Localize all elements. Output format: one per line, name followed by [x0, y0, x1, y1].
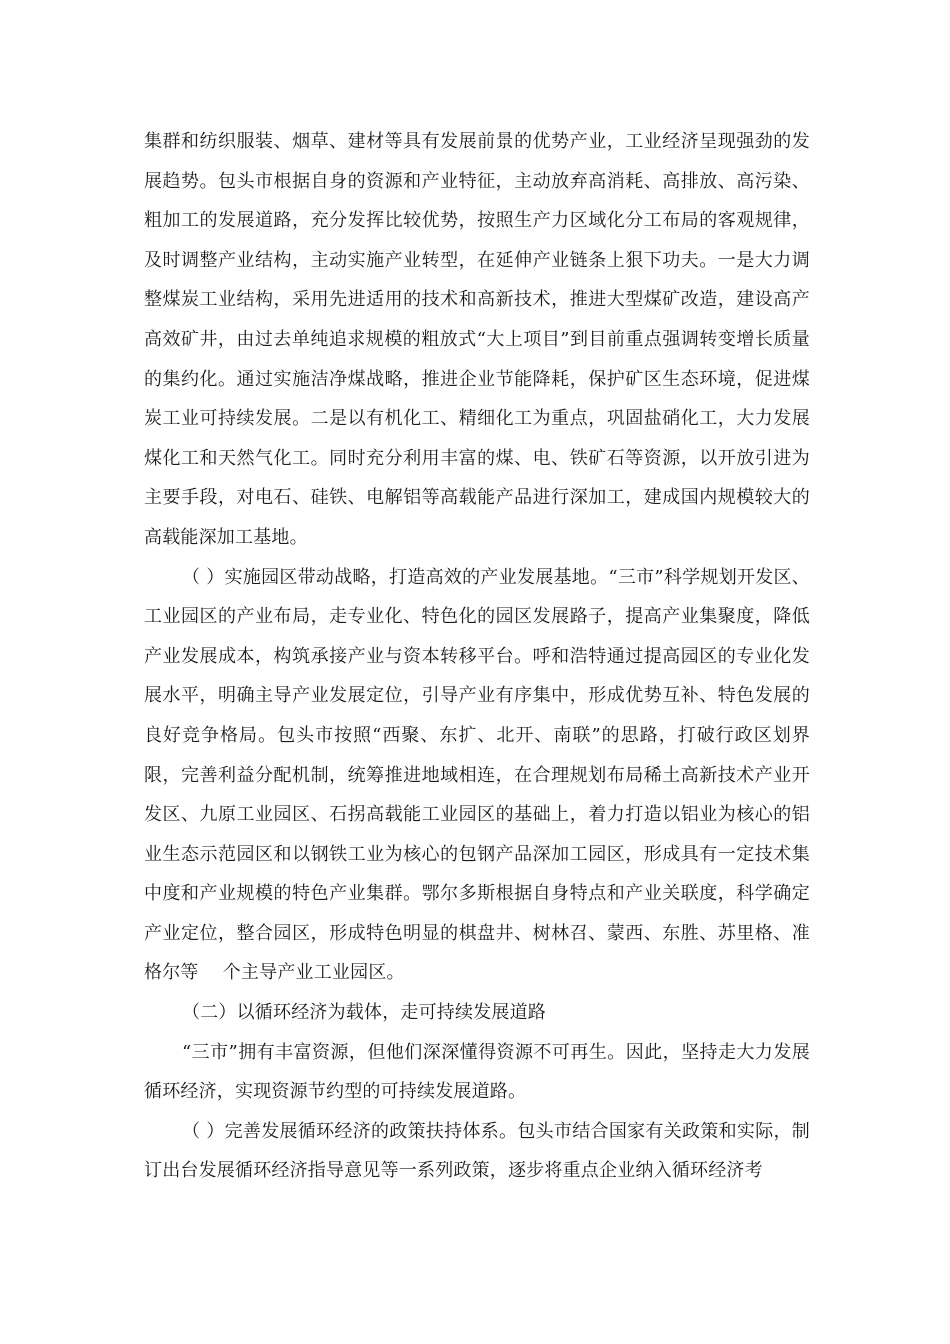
paragraph-policy-support: （ ）完善发展循环经济的政策扶持体系。包头市结合国家有关政策和实际，制订出台发展循环经济指导意见等一系列政策，逐步将重点企业纳入循环经济考 — [144, 1120, 810, 1182]
paragraph-industry-transformation: 集群和纺织服装、烟草、建材等具有发展前景的优势产业，工业经济呈现强劲的发展趋势。包头市根据自身的资源和产业特征，主动放弃高消耗、高排放、高污染、粗加工的发展道路，充分发挥比较优势，按照生产力区域化分工布局的客观规律，及时调整产业结构，主动实施产业转型，在延伸产业链条上狠下功夫。一是大力调整煤炭工业结构，采用先进适用的技术和高新技术，推进大型煤矿改造，建设高产高效矿井，由过去单纯追求规模的粗放式“大上项目”到目前重点强调转变增长质量的集约化。通过实施洁净煤战略，推进企业节能降耗，保护矿区生态环境，促进煤炭工业可持续发展。二是以有机化工、精细化工为重点，巩固盐硝化工，大力发展煤化工和天然气化工。同时充分利用丰富的煤、电、铁矿石等资源，以开放引进为主要手段，对电石、硅铁、电解铝等高载能产品进行深加工，建成国内规模较大的高载能深加工基地。 — [144, 131, 810, 548]
document-body — [144, 122, 810, 1191]
paragraph-industrial-parks: （ ）实施园区带动战略，打造高效的产业发展基地。“三市”科学规划开发区、工业园区的产业布局，走专业化、特色化的园区发展路子，提高产业集聚度，降低产业发展成本，构筑承接产业与资本转移平台。呼和浩特通过提高园区的专业化发展水平，明确主导产业发展定位，引导产业有序集中，形成优势互补、特色发展的良好竞争格局。包头市按照“西聚、东扩、北开、南联”的思路，打破行政区划界限，完善利益分配机制，统筹推进地域相连，在合理规划布局稀土高新技术产业开发区、九原工业园区、石拐高载能工业园区的基础上，着力打造以铝业为核心的铝业生态示范园区和以钢铁工业为核心的包钢产品深加工园区，形成具有一定技术集中度和产业规模的特色产业集群。鄂尔多斯根据自身特点和产业关联度，科学确定产业定位，整合园区，形成特色明显的棋盘井、树林召、蒙西、东胜、苏里格、准格尔等 个主导产业工业园区。 — [144, 566, 810, 984]
paragraph-sustainable-development: “三市”拥有丰富资源，但他们深深懂得资源不可再生。因此，坚持走大力发展循环经济，实现资源节约型的可持续发展道路。 — [144, 1041, 810, 1103]
section-heading-circular-economy: （二）以循环经济为载体，走可持续发展道路 — [182, 1002, 546, 1024]
